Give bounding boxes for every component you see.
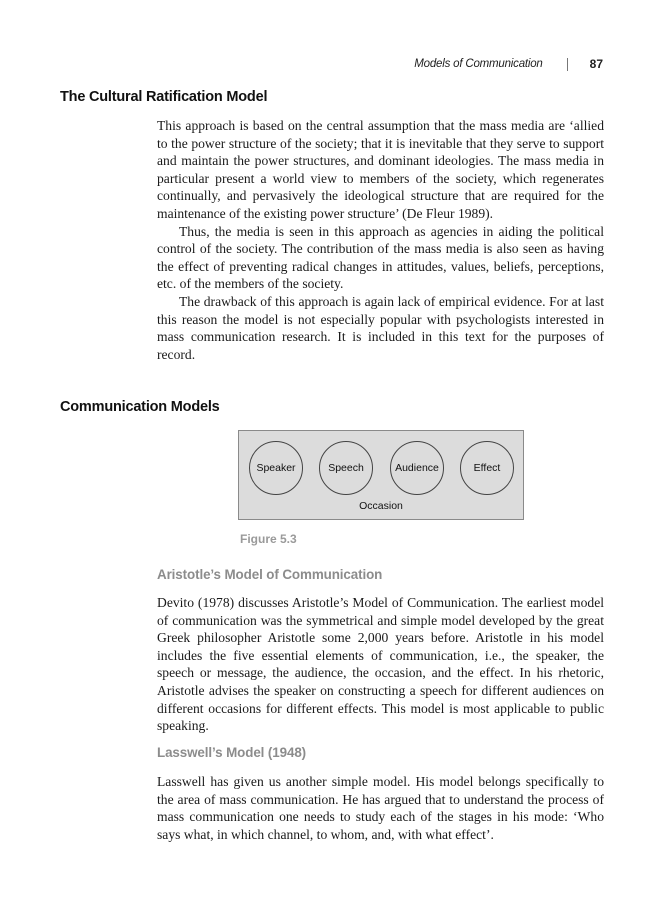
running-header — [414, 57, 603, 71]
lasswell-body — [157, 773, 604, 843]
figure-node-audience: Audience — [390, 441, 444, 495]
section1-body — [157, 117, 604, 363]
section-heading-cultural-ratification: The Cultural Ratification Model — [60, 89, 268, 105]
section1-paragraph: This approach is based on the central assumption that the mass media are ‘allied to the power structure of the society; that it is inevitable that they serve to support and maintain the power structures, and dominant ideologies. The mass media in particular present a world view to members of the society, which regenerates continually, and pervasively the ideological structure that are required for the maintenance of the existing power structure’ (De Fleur 1989). — [157, 118, 604, 221]
figure-caption: Figure 5.3 — [240, 532, 297, 546]
figure-node-speaker: Speaker — [249, 441, 303, 495]
page-number: 87 — [589, 57, 603, 71]
aristotle-body — [157, 594, 604, 735]
header-divider — [567, 58, 568, 71]
figure-occasion-label: Occasion — [359, 500, 403, 512]
running-title: Models of Communication — [414, 58, 543, 70]
section1-paragraph: Thus, the media is seen in this approach as agencies in aiding the political control of the society. The contribution of the mass media is also seen as having the effect of preventing radical changes in attitudes, values, beliefs, perceptions, etc. of the members of the society. — [157, 223, 604, 292]
section1-paragraph: The drawback of this approach is again lack of empirical evidence. For at last this reason the model is not especially popular with psychologists interested in mass communication research. It is included in this text for the purposes of record. — [157, 293, 604, 362]
section-heading-communication-models: Communication Models — [60, 399, 220, 415]
figure-node-effect: Effect — [460, 441, 514, 495]
aristotle-paragraph: Devito (1978) discusses Aristotle’s Model of Communication. The earliest model of communication was the symmetrical and simple model developed by the great Greek philosopher Aristotle some 2,000 years before. Aristotle in his model includes the five essential elements of communication, i.e., the speaker, the speech or message, the audience, the occasion, and the effect. In his rhetoric, Aristotle advises the speaker on constructing a speech for different audiences on different occasions for different effects. This model is most applicable to public speaking. — [157, 595, 604, 734]
lasswell-paragraph: Lasswell has given us another simple model. His model belongs specifically to the area of mass communication. He has argued that to understand the process of mass communication one needs to study each of the stages in his mode: ‘Who says what, in which channel, to whom, and, with what effect’. — [157, 774, 604, 842]
subsection-heading-lasswell: Lasswell’s Model (1948) — [157, 745, 307, 760]
subsection-heading-aristotle: Aristotle’s Model of Communication — [157, 567, 383, 582]
aristotle-model-figure — [238, 430, 524, 520]
figure-node-speech: Speech — [319, 441, 373, 495]
